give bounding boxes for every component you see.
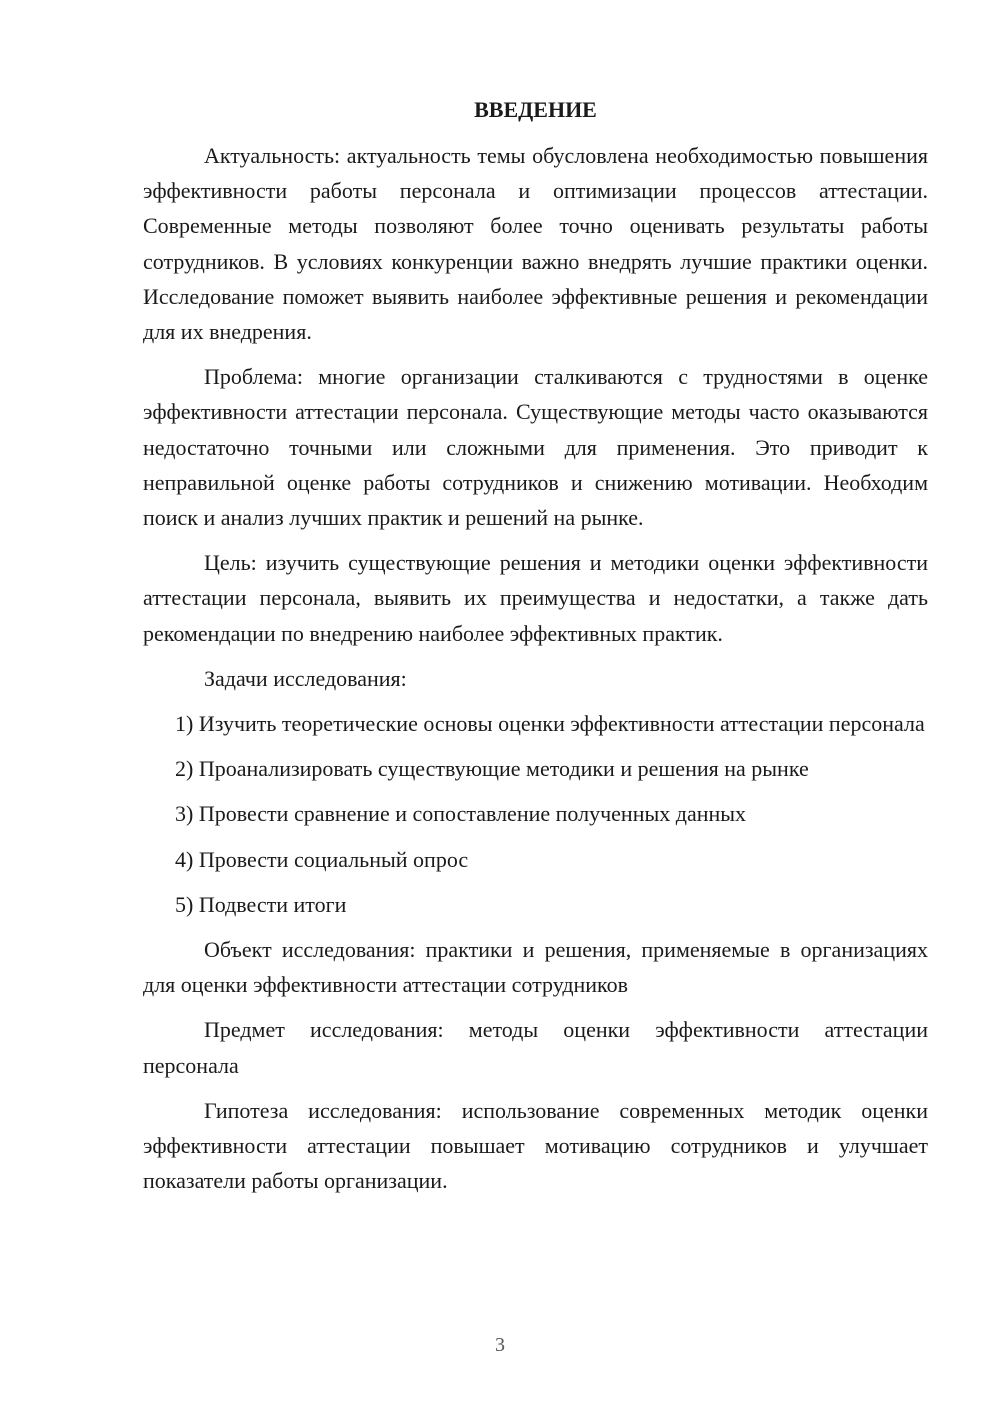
- relevance-paragraph: Актуальность: актуальность темы обусловлена необходимостью повышения эффективности работы персонала и оптимизации процессов аттестации. Современные методы позволяют более точно оценивать результаты работы сотрудников. В условиях конкуренции важно внедрять лучшие практики оценки. Исследование поможет выявить наиболее эффективные решения и рекомендации для их внедрения.: [143, 143, 928, 345]
- subject-paragraph: Предмет исследования: методы оценки эффективности аттестации персонала: [143, 1017, 928, 1078]
- task-item: 5) Подвести итоги: [175, 891, 347, 917]
- task-item: 2) Проанализировать существующие методики и решения на рынке: [175, 756, 809, 782]
- page-number: 3: [495, 1334, 505, 1356]
- problem-paragraph: Проблема: многие организации сталкиваются с трудностями в оценке эффективности аттестации персонала. Существующие методы часто оказываются недостаточно точными или сложными для применения. Это приводит к неправильной оценке работы сотрудников и снижению мотивации. Необходим поиск и анализ лучших практик и решений на рынке.: [143, 364, 928, 531]
- hypothesis-paragraph: Гипотеза исследования: использование современных методик оценки эффективности аттестации повышает мотивацию сотрудников и улучшает показатели работы организации.: [143, 1097, 928, 1194]
- task-item: 1) Изучить теоретические основы оценки эффективности аттестации персонала: [175, 711, 925, 737]
- tasks-heading: Задачи исследования:: [204, 665, 407, 691]
- section-title: ВВЕДЕНИЕ: [474, 97, 597, 122]
- task-item: 3) Провести сравнение и сопоставление полученных данных: [175, 801, 747, 827]
- object-paragraph: Объект исследования: практики и решения, применяемые в организациях для оценки эффективности аттестации сотрудников: [143, 937, 928, 998]
- task-item: 4) Провести социальный опрос: [175, 846, 469, 872]
- document-page: [143, 92, 928, 1208]
- goal-paragraph: Цель: изучить существующие решения и методики оценки эффективности аттестации персонала, выявить их преимущества и недостатки, а также дать рекомендации по внедрению наиболее эффективных практик.: [143, 550, 928, 646]
